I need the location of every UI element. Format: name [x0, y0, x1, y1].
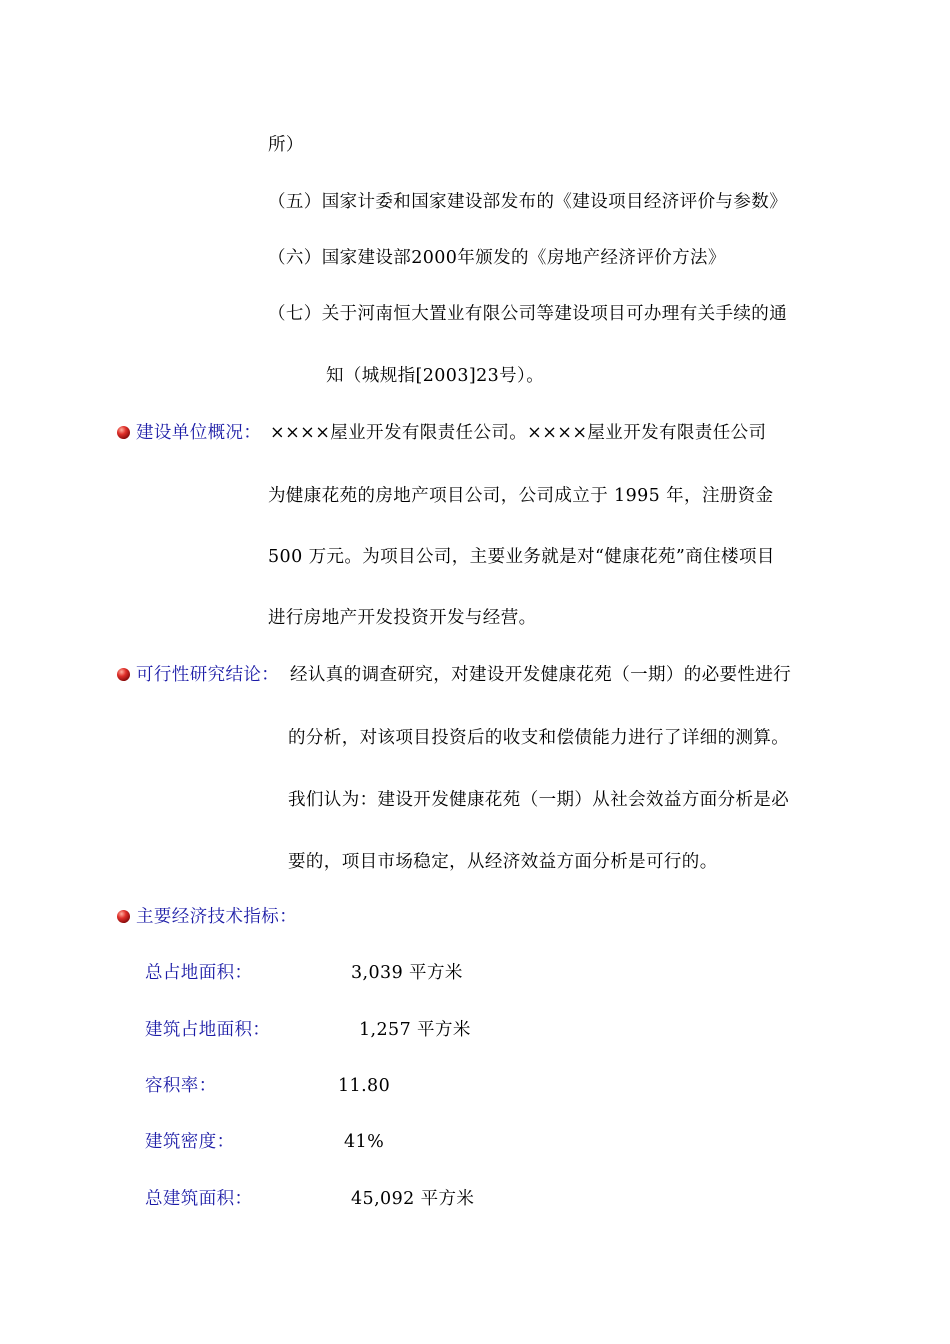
indicator-value: 1,257 平方米: [359, 1020, 471, 1040]
indicator-label: 建筑密度：: [145, 1132, 235, 1152]
unit-overview-line-3: 500 万元。为项目公司，主要业务就是对“健康花苑”商住楼项目: [268, 547, 775, 567]
conclusion-line-2: 的分析，对该项目投资后的收支和偿债能力进行了详细的测算。: [288, 728, 790, 748]
bullet-icon: [117, 426, 130, 439]
indicator-label: 建筑占地面积：: [145, 1020, 271, 1040]
basis-line-continuation: 所）: [268, 135, 304, 155]
basis-item-6: （六）国家建设部2000年颁发的《房地产经济评价方法》: [268, 248, 726, 268]
conclusion-line-1: 经认真的调查研究，对建设开发健康花苑（一期）的必要性进行: [290, 665, 792, 685]
indicator-label: 总占地面积：: [145, 963, 253, 983]
indicator-label: 容积率：: [145, 1076, 217, 1096]
indicator-label: 总建筑面积：: [145, 1189, 253, 1209]
indicator-value: 41%: [344, 1132, 385, 1152]
unit-overview-line-4: 进行房地产开发投资开发与经营。: [268, 608, 537, 628]
indicator-value: 3,039 平方米: [351, 963, 463, 983]
bullet-icon: [117, 910, 130, 923]
unit-overview-line-2: 为健康花苑的房地产项目公司，公司成立于 1995 年，注册资金: [268, 486, 774, 506]
indicators-title: 主要经济技术指标：: [136, 907, 298, 927]
basis-item-7-continuation: 知（城规指[2003]23号）。: [326, 366, 545, 386]
indicator-value: 11.80: [338, 1076, 391, 1096]
basis-item-5: （五）国家计委和国家建设部发布的《建设项目经济评价与参数》: [268, 192, 788, 212]
conclusion-label: 可行性研究结论：: [136, 665, 280, 685]
indicator-value: 45,092 平方米: [351, 1189, 475, 1209]
unit-overview-label: 建设单位概况：: [136, 423, 262, 443]
bullet-icon: [117, 668, 130, 681]
basis-item-7: （七）关于河南恒大置业有限公司等建设项目可办理有关手续的通: [268, 304, 788, 324]
conclusion-line-4: 要的，项目市场稳定，从经济效益方面分析是可行的。: [288, 852, 718, 872]
conclusion-line-3: 我们认为：建设开发健康花苑（一期）从社会效益方面分析是必: [288, 790, 790, 810]
unit-overview-line-1: ××××屋业开发有限责任公司。××××屋业开发有限责任公司: [270, 423, 767, 443]
